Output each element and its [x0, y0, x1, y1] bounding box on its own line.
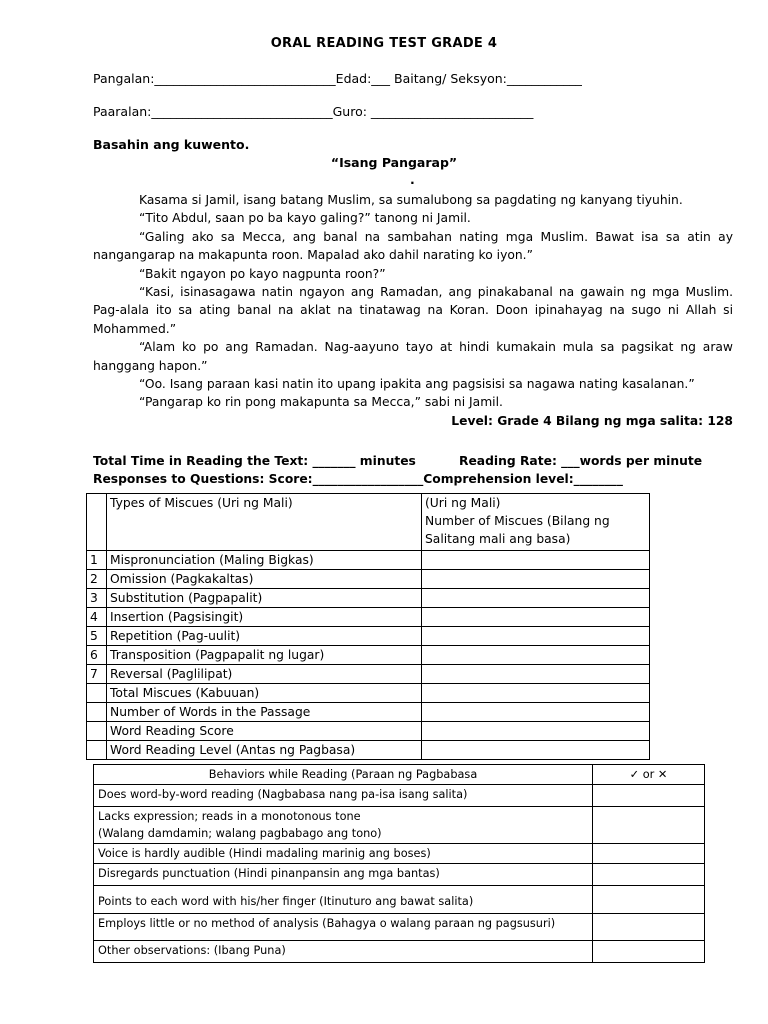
story-paragraph: “Pangarap ko rin pong makapunta sa Mecca,” sabi ni Jamil.	[139, 395, 503, 410]
table-row	[94, 914, 705, 941]
row-number	[87, 684, 107, 703]
story-paragraph: Kasama si Jamil, isang batang Muslim, sa sumalubong sa pagdating ng kanyang tiyuhin.	[139, 193, 683, 207]
row-label: Word Reading Score	[107, 722, 422, 741]
header-behaviors: Behaviors while Reading (Paraan ng Pagbabasa	[94, 765, 593, 785]
table-row	[87, 665, 650, 684]
table-row	[87, 570, 650, 589]
behavior-line: Lacks expression; reads in a monotonous tone	[98, 810, 361, 823]
count-cell[interactable]	[422, 722, 650, 741]
row-label: Mispronunciation (Maling Bigkas)	[107, 551, 422, 570]
check-cell[interactable]	[593, 941, 705, 963]
behavior-label	[94, 807, 593, 844]
story-paragraph: “Tito Abdul, saan po ba kayo galing?” tanong ni Jamil.	[139, 211, 471, 226]
school-info-line: Paaralan:_____________________________Guro: __________________________	[93, 104, 534, 119]
table-row	[94, 864, 705, 886]
miscue-header-row	[87, 494, 650, 551]
row-label: Transposition (Pagpapalit ng lugar)	[107, 646, 422, 665]
table-cell	[87, 494, 107, 551]
count-cell[interactable]	[422, 703, 650, 722]
rate-line: Reading Rate: ___words per minute	[459, 454, 703, 468]
row-label: Total Miscues (Kabuuan)	[107, 684, 422, 703]
table-row	[87, 722, 650, 741]
header-count-line: (Uri ng Mali)	[425, 496, 501, 510]
table-row	[94, 886, 705, 914]
count-cell[interactable]	[422, 551, 650, 570]
check-cell[interactable]	[593, 785, 705, 807]
table-row	[87, 684, 650, 703]
row-number	[87, 741, 107, 760]
count-cell[interactable]	[422, 741, 650, 760]
behavior-label: Points to each word with his/her finger (Itinuturo ang bawat salita)	[94, 886, 593, 914]
behavior-table	[93, 764, 705, 963]
header-check: ✓ or ✕	[593, 765, 705, 785]
check-cell[interactable]	[593, 844, 705, 864]
count-cell[interactable]	[422, 570, 650, 589]
row-number	[87, 722, 107, 741]
header-count-line: Number of Miscues (Bilang ng	[425, 514, 610, 528]
page-title: ORAL READING TEST GRADE 4	[270, 36, 498, 51]
behavior-label: Employs little or no method of analysis (Bahagya o walang paraan ng pagsusuri)	[94, 914, 593, 941]
row-number: 7	[87, 665, 107, 684]
count-cell[interactable]	[422, 627, 650, 646]
row-number: 4	[87, 608, 107, 627]
row-label: Repetition (Pag-uulit)	[107, 627, 422, 646]
check-cell[interactable]	[593, 807, 705, 844]
check-cell[interactable]	[593, 886, 705, 914]
time-line: Total Time in Reading the Text: _______ minutes	[93, 454, 416, 468]
row-label: Omission (Pagkakaltas)	[107, 570, 422, 589]
student-info-line: Pangalan:_____________________________Edad:___ Baitang/ Seksyon:____________	[93, 71, 582, 86]
table-row	[87, 741, 650, 760]
score-line: Responses to Questions: Score:__________________Comprehension level:________	[93, 472, 623, 486]
row-label: Substitution (Pagpapalit)	[107, 589, 422, 608]
count-cell[interactable]	[422, 684, 650, 703]
table-row	[87, 551, 650, 570]
row-label: Insertion (Pagsisingit)	[107, 608, 422, 627]
row-number: 2	[87, 570, 107, 589]
story-title: “Isang Pangarap”	[330, 155, 458, 170]
story-paragraph: “Bakit ngayon po kayo nagpunta roon?”	[139, 266, 386, 281]
story-text	[93, 191, 733, 430]
table-row	[94, 785, 705, 807]
behavior-label: Other observations: (Ibang Puna)	[94, 941, 593, 963]
table-row	[87, 703, 650, 722]
story-paragraph: “Alam ko po ang Ramadan. Nag-aayuno tayo at hindi kumakain mula sa pagsikat ng araw hanggang hapon.”	[93, 340, 733, 373]
table-row	[94, 844, 705, 864]
count-cell[interactable]	[422, 608, 650, 627]
row-label: Number of Words in the Passage	[107, 703, 422, 722]
table-row	[94, 807, 705, 844]
table-row	[87, 646, 650, 665]
behavior-label: Voice is hardly audible (Hindi madaling marinig ang boses)	[94, 844, 593, 864]
row-number: 1	[87, 551, 107, 570]
count-cell[interactable]	[422, 589, 650, 608]
header-count-line: Salitang mali ang basa)	[425, 532, 571, 546]
behavior-header-row	[94, 765, 705, 785]
story-paragraph: “Galing ako sa Mecca, ang banal na sambahan nating mga Muslim. Bawat isa sa atin ay nangangarap na makapunta roon. Mapalad ako dahil narating ko iyon.”	[93, 229, 733, 263]
row-number: 5	[87, 627, 107, 646]
row-number	[87, 703, 107, 722]
row-label: Word Reading Level (Antas ng Pagbasa)	[107, 741, 422, 760]
story-paragraph: “Kasi, isinasagawa natin ngayon ang Ramadan, ang pinakabanal na gawain ng mga Muslim. Pag-alala ito sa ating banal na aklat na tinatawag na Koran. Doon ipinahayag na sugo ni Allah si Mohammed.”	[93, 285, 733, 336]
behavior-label: Disregards punctuation (Hindi pinanpansin ang mga bantas)	[94, 864, 593, 886]
count-cell[interactable]	[422, 665, 650, 684]
row-number: 6	[87, 646, 107, 665]
count-cell[interactable]	[422, 646, 650, 665]
table-row	[87, 589, 650, 608]
instruction: Basahin ang kuwento.	[93, 137, 250, 152]
header-types: Types of Miscues (Uri ng Mali)	[107, 494, 422, 551]
story-paragraph: “Oo. Isang paraan kasi natin ito upang ipakita ang pagsisisi sa nagawa nating kasalanan.”	[139, 377, 695, 392]
behavior-line: (Walang damdamin; walang pagbabago ang tono)	[98, 827, 382, 840]
header-count	[422, 494, 650, 551]
row-number: 3	[87, 589, 107, 608]
check-cell[interactable]	[593, 864, 705, 886]
check-cell[interactable]	[593, 914, 705, 941]
table-row	[87, 608, 650, 627]
miscue-table	[86, 493, 650, 760]
table-row	[94, 941, 705, 963]
row-label: Reversal (Paglilipat)	[107, 665, 422, 684]
table-row	[87, 627, 650, 646]
story-dot: .	[410, 172, 415, 187]
level-line: Level: Grade 4 Bilang ng mga salita: 128	[451, 413, 733, 428]
behavior-label: Does word-by-word reading (Nagbabasa nang pa-isa isang salita)	[94, 785, 593, 807]
